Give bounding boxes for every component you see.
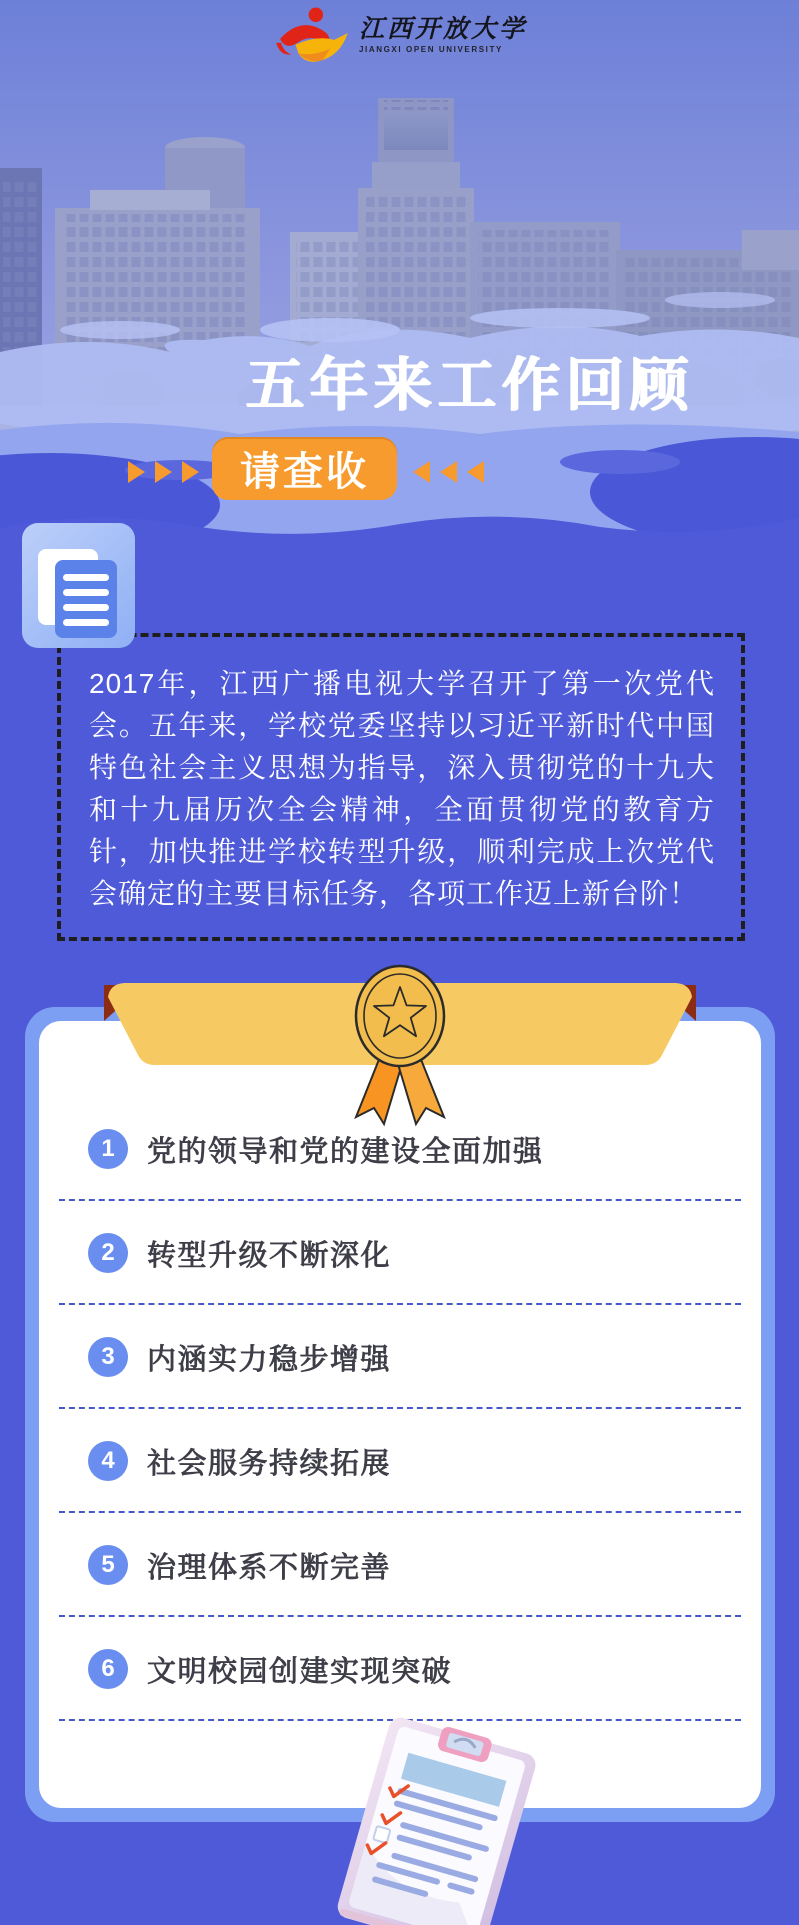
intro-paragraph: 2017年，江西广播电视大学召开了第一次党代会。五年来，学校党委坚持以习近平新时代中国特色社会主义思想为指导，深入贯彻党的十九大和十九届历次全会精神，全面贯彻党的教育方针，加快推进学校转型升级，顺利完成上次党代会确定的主要目标任务，各项工作迈上新台阶！	[89, 668, 715, 909]
item-number-badge: 3	[88, 1337, 128, 1377]
document-icon-card	[22, 523, 135, 648]
item-number-badge: 1	[88, 1129, 128, 1169]
list-item	[39, 1225, 761, 1281]
logo-chinese-name: 江西开放大学	[358, 14, 527, 43]
item-label: 转型升级不断深化	[147, 1239, 392, 1272]
item-number-badge: 5	[88, 1545, 128, 1585]
item-number-badge: 4	[88, 1441, 128, 1481]
item-number-badge: 6	[88, 1649, 128, 1689]
please-check-button[interactable]: 请查收	[212, 437, 397, 500]
item-label: 内涵实力稳步增强	[147, 1343, 392, 1376]
item-label: 文明校园创建实现突破	[147, 1655, 453, 1688]
list-item	[39, 1537, 761, 1593]
list-item	[39, 1329, 761, 1385]
item-label: 社会服务持续拓展	[147, 1447, 392, 1480]
item-label: 党的领导和党的建设全面加强	[147, 1135, 544, 1168]
dashed-divider	[59, 1407, 741, 1409]
medal-star-icon	[328, 952, 472, 1137]
badge-row	[0, 437, 799, 501]
page-title: 五年来工作回顾	[246, 353, 695, 418]
arrows-right-icon	[128, 461, 199, 483]
document-front-sheet-icon	[55, 560, 117, 638]
clipboard-checklist-icon	[300, 1742, 560, 1925]
arrows-left-icon	[413, 461, 484, 483]
dashed-divider	[59, 1303, 741, 1305]
intro-box	[57, 633, 745, 941]
list-item	[39, 1433, 761, 1489]
list-item	[39, 1641, 761, 1697]
logo-english-name: JIANGXI OPEN UNIVERSITY	[358, 44, 503, 54]
dashed-divider	[59, 1199, 741, 1201]
university-logo-icon	[272, 6, 350, 64]
dashed-divider	[59, 1615, 741, 1617]
item-number-badge: 2	[88, 1233, 128, 1273]
item-label: 治理体系不断完善	[147, 1551, 392, 1584]
university-logo	[0, 6, 799, 64]
dashed-divider	[59, 1511, 741, 1513]
